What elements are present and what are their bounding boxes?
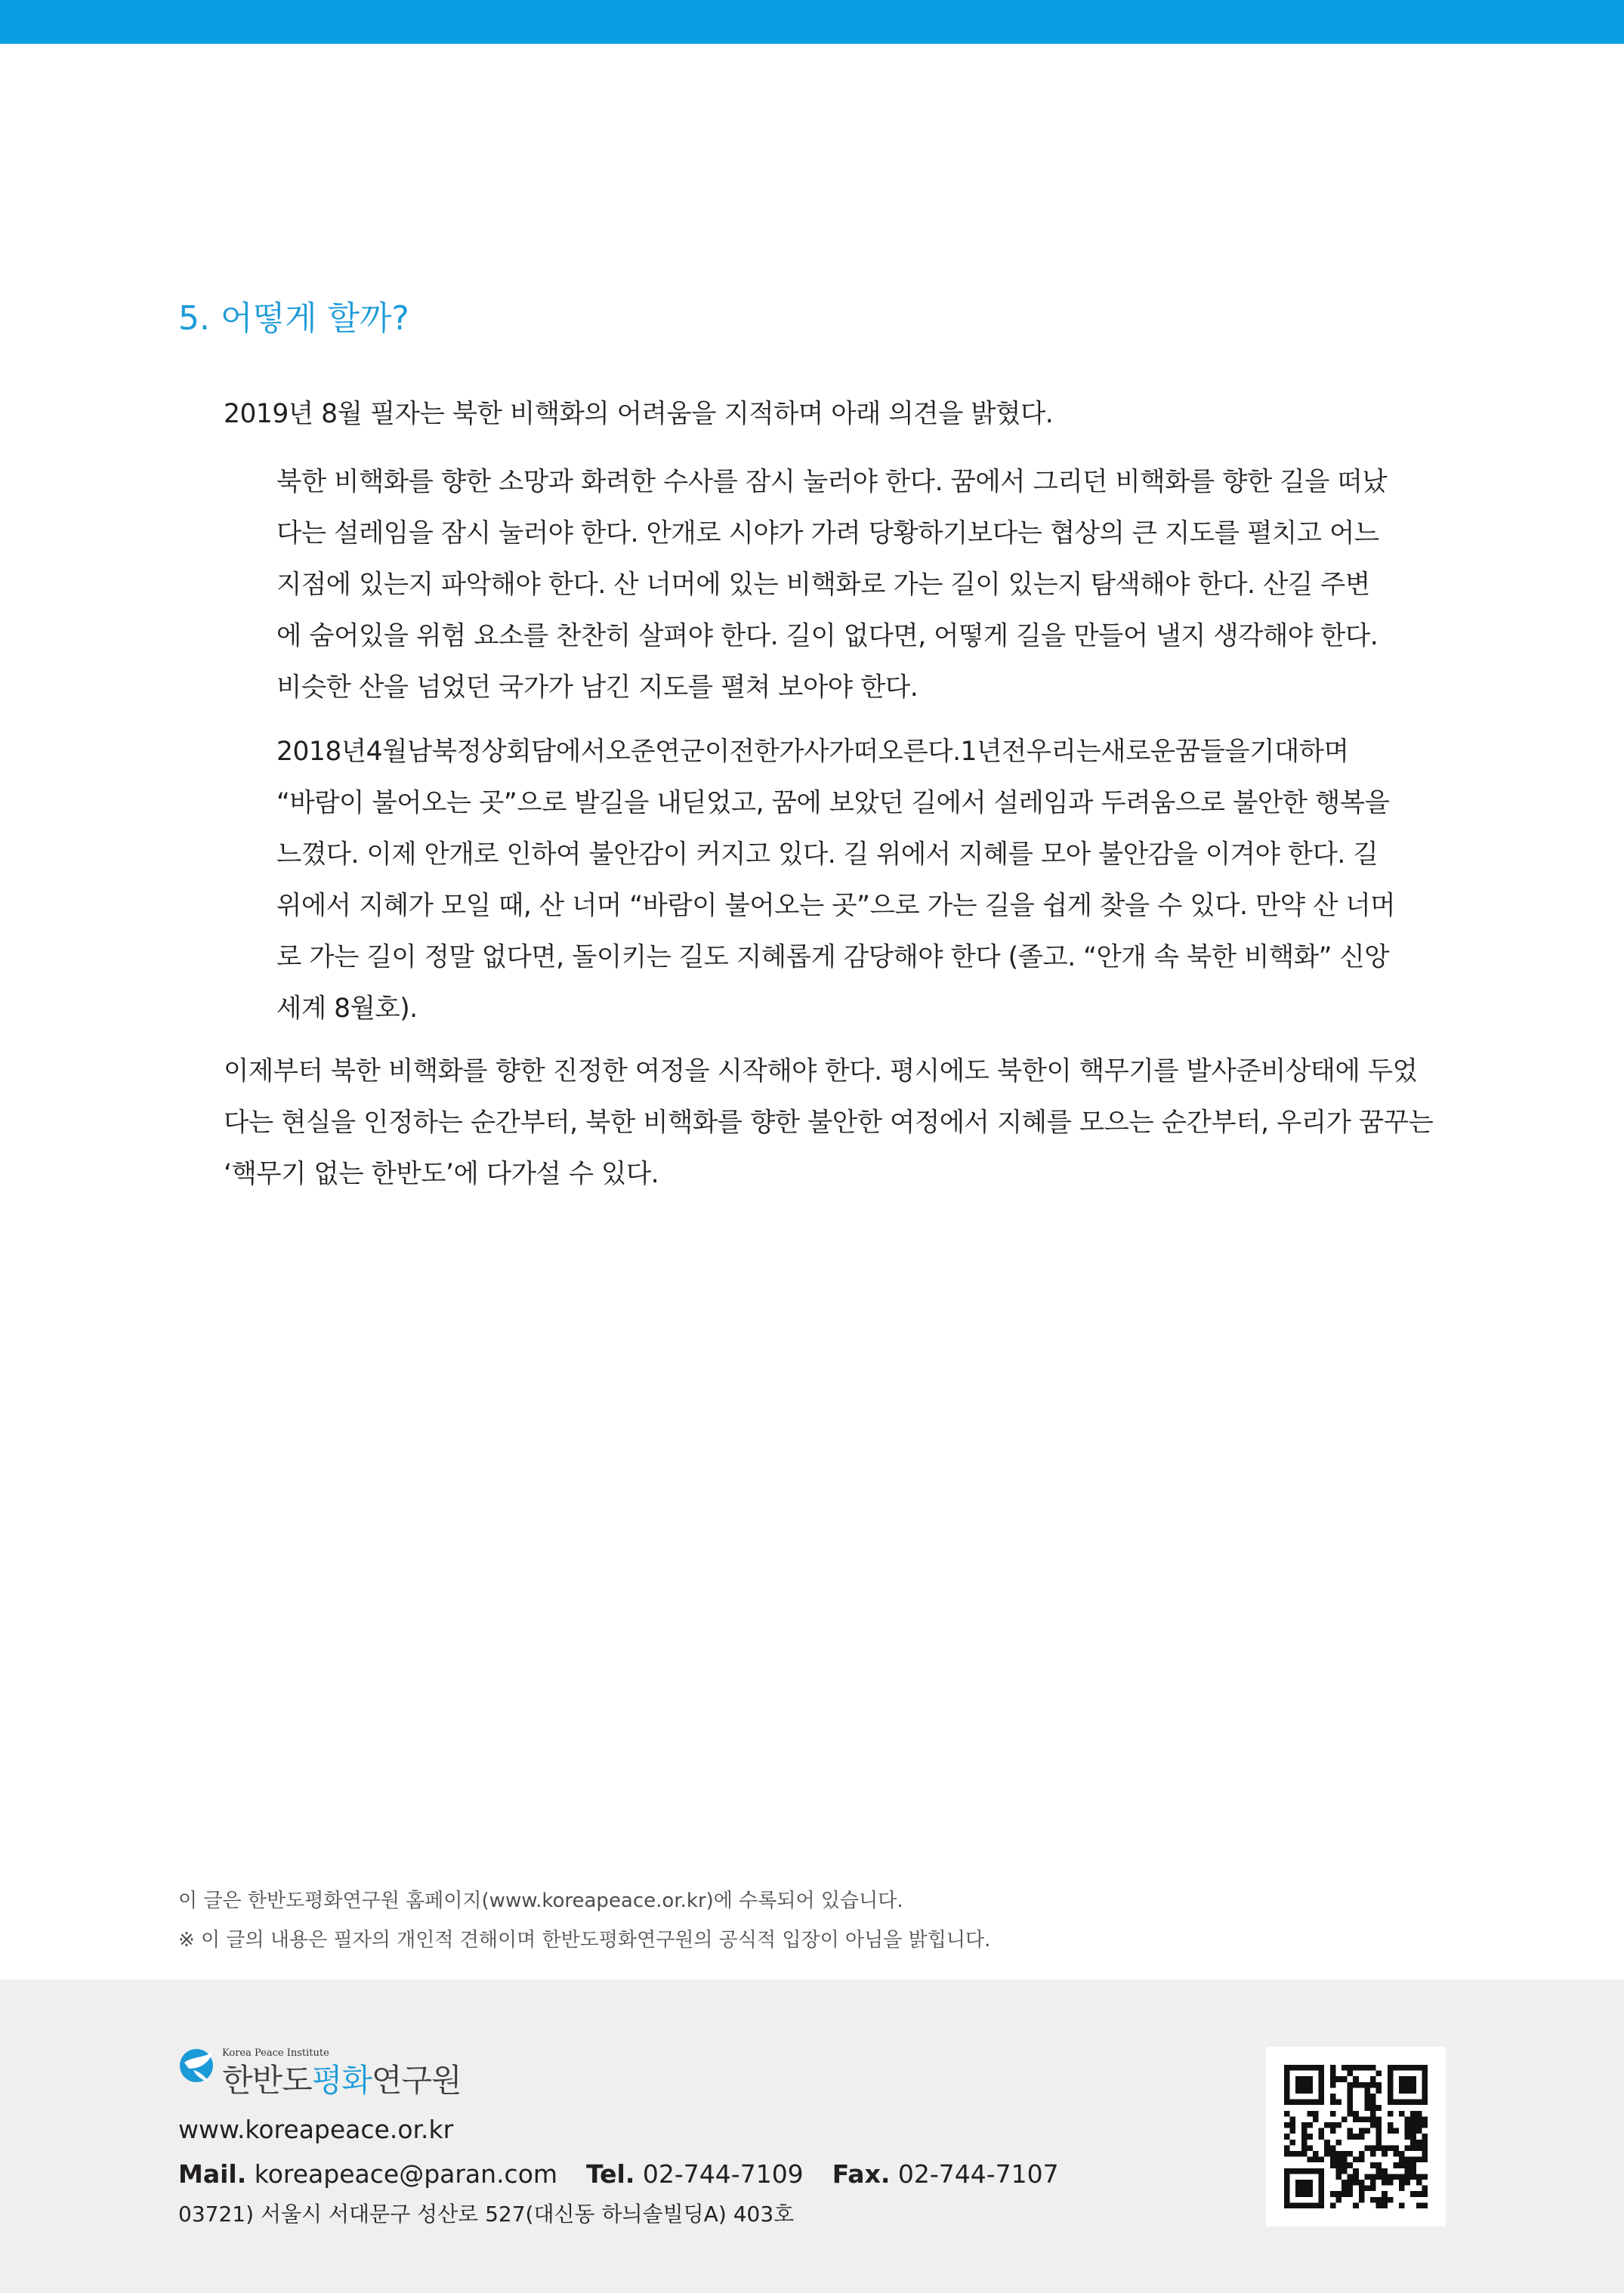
contact-line	[178, 2157, 1059, 2192]
intro-paragraph	[224, 388, 1053, 440]
quote2-line: 느꼈다. 이제 안개로 인하여 불안감이 커지고 있다. 길 위에서 지혜를 모아 불안감을 이겨야 한다. 길	[276, 839, 1379, 870]
logo-text-part: 연구원	[371, 2062, 462, 2099]
postal-address: 03721) 서울시 서대문구 성산로 527(대신동 하늬솔빌딩A) 403호	[178, 2202, 795, 2227]
intro-line: 2019년 8월 필자는 북한 비핵화의 어려움을 지적하며 아래 의견을 밝혔다.	[224, 399, 1054, 429]
fax-number: 02-744-7107	[897, 2159, 1059, 2189]
top-accent-bar	[0, 0, 1624, 44]
quote2-line: “바람이 불어오는 곳”으로 발길을 내딛었고, 꿈에 보았던 길에서 설레임과 두려움으로 불안한 행복을	[276, 788, 1390, 818]
logo-korean-name	[222, 2061, 462, 2100]
closing-line: 이제부터 북한 비핵화를 향한 진정한 여정을 시작해야 한다. 평시에도 북한이 핵무기를 발사준비상태에 두었	[224, 1056, 1418, 1086]
logo-text-accent: 평화	[311, 2062, 372, 2099]
tel-label: Tel.	[586, 2159, 635, 2189]
dove-logo-icon	[178, 2043, 218, 2088]
quote2-line: 2018년4월남북정상회담에서오준연군이전한가사가떠오른다.1년전우리는새로운꿈들을기대하며	[276, 737, 1349, 767]
note-disclaimer: ※ 이 글의 내용은 필자의 개인적 견해이며 한반도평화연구원의 공식적 입장이 아님을 밝힙니다.	[178, 1929, 991, 1952]
section-title: 5. 어떻게 할까?	[178, 299, 409, 338]
logo-english-name: Korea Peace Institute	[222, 2047, 329, 2059]
publication-notes	[178, 1881, 990, 1960]
note-homepage: 이 글은 한반도평화연구원 홈페이지(www.koreapeace.or.kr)에 수록되어 있습니다.	[178, 1890, 903, 1912]
closing-line: ‘핵무기 없는 한반도’에 다가설 수 있다.	[224, 1159, 659, 1189]
mail-label: Mail.	[178, 2159, 247, 2189]
quote2-line: 위에서 지혜가 모일 때, 산 너머 “바람이 불어오는 곳”으로 가는 길을 쉽게 찾을 수 있다. 만약 산 너머	[276, 891, 1396, 921]
quote1-line: 비슷한 산을 넘었던 국가가 남긴 지도를 펼쳐 보아야 한다.	[276, 672, 919, 703]
closing-line: 다는 현실을 인정하는 순간부터, 북한 비핵화를 향한 불안한 여정에서 지혜를 모으는 순간부터, 우리가 꿈꾸는	[224, 1108, 1434, 1138]
quote1-line: 지점에 있는지 파악해야 한다. 산 너머에 있는 비핵화로 가는 길이 있는지 탐색해야 한다. 산길 주변	[276, 570, 1370, 600]
website-link[interactable]: www.koreapeace.or.kr	[178, 2115, 454, 2144]
fax-label: Fax.	[832, 2159, 891, 2189]
quote2-line: 세계 8월호).	[276, 994, 418, 1024]
mail-address[interactable]: koreapeace@paran.com	[254, 2159, 558, 2189]
qr-code[interactable]	[1266, 2047, 1446, 2227]
tel-number[interactable]: 02-744-7109	[642, 2159, 804, 2189]
quote2-line: 로 가는 길이 정말 없다면, 돌이키는 길도 지혜롭게 감당해야 한다 (졸고. “안개 속 북한 비핵화” 신앙	[276, 942, 1390, 972]
closing-paragraph	[224, 1046, 1433, 1200]
logo-text-part: 한반도	[222, 2062, 312, 2099]
quote-paragraph-1	[276, 456, 1387, 713]
quote-paragraph-2	[276, 726, 1395, 1034]
quote1-line: 에 숨어있을 위험 요소를 찬찬히 살펴야 한다. 길이 없다면, 어떻게 길을 만들어 낼지 생각해야 한다.	[276, 621, 1379, 651]
quote1-line: 다는 설레임을 잠시 눌러야 한다. 안개로 시야가 가려 당황하기보다는 협상의 큰 지도를 펼치고 어느	[276, 518, 1379, 549]
quote1-line: 북한 비핵화를 향한 소망과 화려한 수사를 잠시 눌러야 한다. 꿈에서 그리던 비핵화를 향한 길을 떠났	[276, 467, 1388, 497]
qr-code-icon	[1284, 2065, 1428, 2208]
